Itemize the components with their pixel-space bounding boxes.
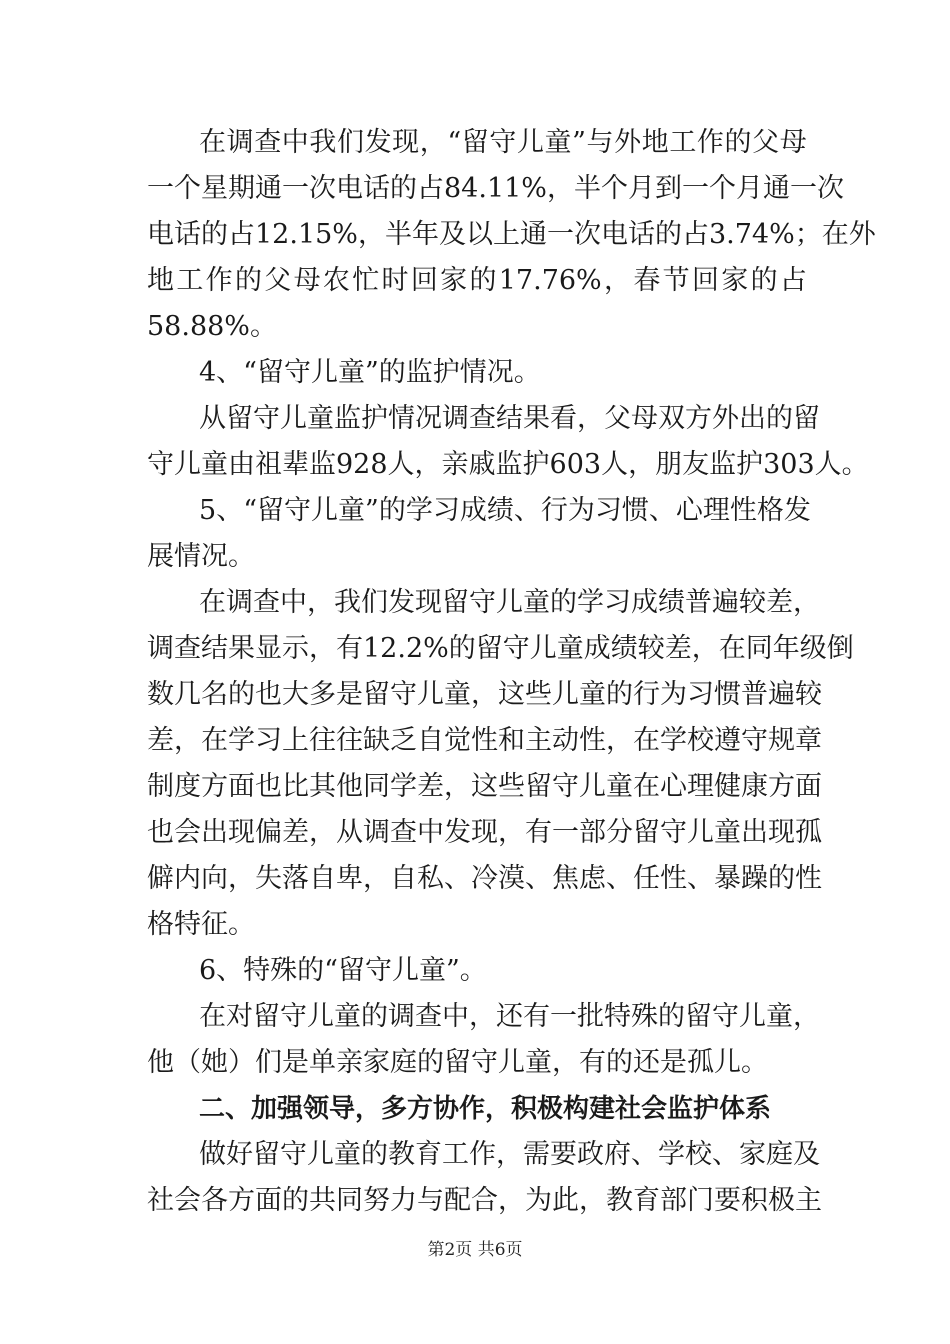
paragraph-line: 也 会 出 现 偏 差 ， 从 调 查 中 发 现 ， 有 一 部 分 留 守 儿 童 出 现 孤: [147, 817, 822, 848]
paragraph-line: 守 儿 童 由 祖 辈 监 928 人 ， 亲 戚 监 护 603 人 ， 朋 友 监 护 303 人 。: [147, 449, 869, 480]
paragraph-line: 格特征。: [147, 909, 255, 940]
paragraph-line: 电 话 的 占 12.15% ， 半 年 及 以 上 通 一 次 电 话 的 占 3.74% ； 在 外: [147, 219, 876, 250]
paragraph-line: 数 几 名 的 也 大 多 是 留 守 儿 童 ， 这 些 儿 童 的 行 为 习 惯 普 遍 较: [147, 679, 822, 710]
section-title: 展情况。: [147, 541, 255, 572]
paragraph-line: 调 查 结 果 显 示 ， 有 12.2% 的 留 守 儿 童 成 绩 较 差 ， 在 同 年 级 倒: [147, 633, 854, 664]
paragraph-line: 差 ， 在 学 习 上 往 往 缺 乏 自 觉 性 和 主 动 性 ， 在 学 校 遵 守 规 章: [147, 725, 822, 756]
paragraph-line: 制 度 方 面 也 比 其 他 同 学 差 ， 这 些 留 守 儿 童 在 心 理 健 康 方 面: [147, 771, 822, 802]
paragraph-line: 一 个 星 期 通 一 次 电 话 的 占 84.11% ， 半 个 月 到 一 个 月 通 一 次: [147, 173, 844, 204]
paragraph-line: 在 对 留 守 儿 童 的 调 查 中 ， 还 有 一 批 特 殊 的 留 守 儿 童 ，: [199, 1001, 820, 1032]
paragraph-line: 社 会 各 方 面 的 共 同 努 力 与 配 合 ， 为 此 ， 教 育 部 门 要 积 极 主: [147, 1185, 822, 1216]
paragraph-line: 58.88%。: [147, 311, 277, 342]
paragraph-line: 他（她）们是单亲家庭的留守儿童，有的还是孤儿。: [147, 1047, 768, 1078]
paragraph-line: 在 调 查 中 我 们 发 现 ， “ 留 守 儿 童 ” 与 外 地 工 作 的 父 母: [199, 127, 807, 158]
paragraph-line: 从 留 守 儿 童 监 护 情 况 调 查 结 果 看 ， 父 母 双 方 外 出 的 留: [199, 403, 820, 434]
section-title: 6、特殊的“留守儿童”。: [199, 955, 487, 986]
chapter-heading: 二、加强领导，多方协作，积极构建社会监护体系: [199, 1094, 772, 1124]
page-number-footer: 第2页 共6页: [427, 1240, 523, 1260]
paragraph-line: 做 好 留 守 儿 童 的 教 育 工 作 ， 需 要 政 府 、 学 校 、 家 庭 及: [199, 1139, 820, 1170]
section-title: 4、“留守儿童”的监护情况。: [199, 357, 541, 388]
paragraph-line: 在 调 查 中 ， 我 们 发 现 留 守 儿 童 的 学 习 成 绩 普 遍 较 差 ，: [199, 587, 820, 618]
paragraph-line: 僻 内 向 ， 失 落 自 卑 ， 自 私 、 冷 漠 、 焦 虑 、 任 性 、 暴 躁 的 性: [147, 863, 822, 894]
section-title: 5 、 “ 留 守 儿 童 ” 的 学 习 成 绩 、 行 为 习 惯 、 心 理 性 格 发: [199, 495, 811, 526]
paragraph-line: 地 工 作 的 父 母 农 忙 时 回 家 的 17.76% ， 春 节 回 家 的 占: [147, 265, 807, 296]
